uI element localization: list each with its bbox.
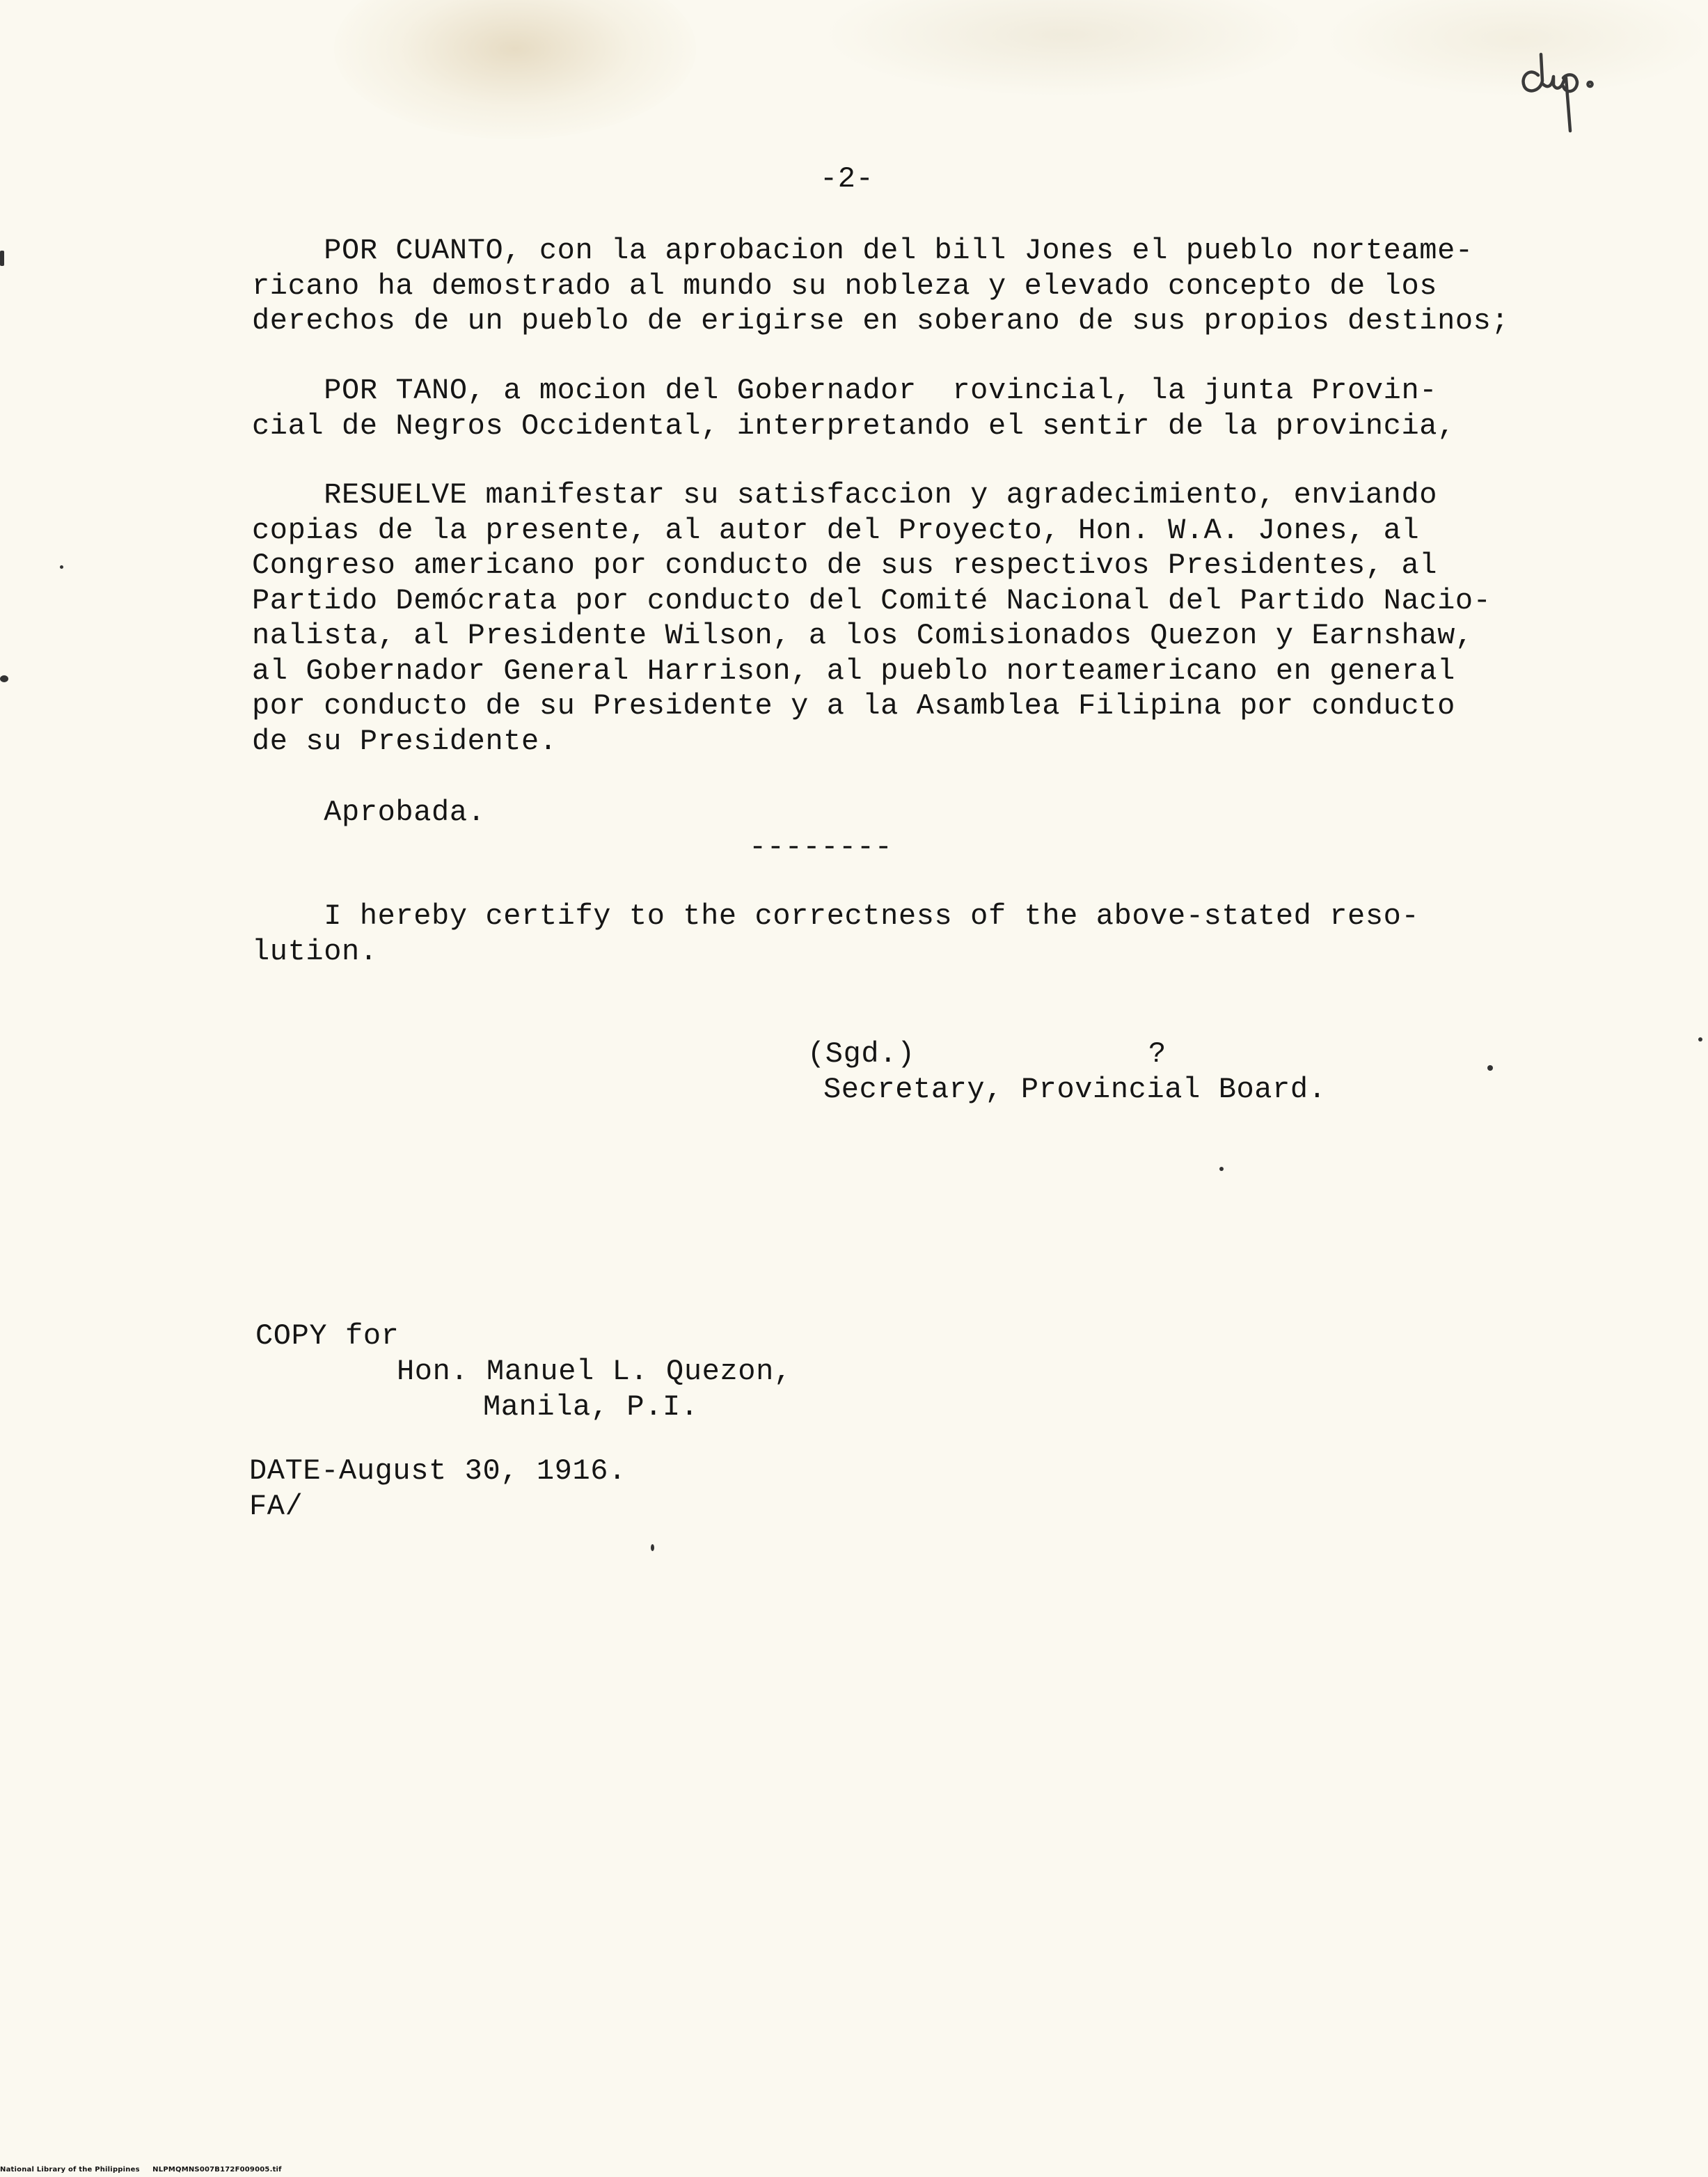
signature-unknown: ? xyxy=(1148,1037,1167,1071)
scan-speck xyxy=(651,1544,654,1551)
text-line: lution. xyxy=(252,934,378,968)
aprobada-line xyxy=(252,795,1505,831)
text-line: nalista, al Presidente Wilson, a los Comisionados Quezon y Earnshaw, xyxy=(252,619,1473,652)
signatory-title: Secretary, Provincial Board. xyxy=(823,1073,1327,1106)
copy-recipient-place: Manila, P.I. xyxy=(483,1390,699,1424)
paragraph-por-cuanto xyxy=(252,233,1510,339)
text-line: POR CUANTO, con la aprobacion del bill Jones el pueblo norteame- xyxy=(252,234,1473,267)
text-line: al Gobernador General Harrison, al pueblo norteamericano en general xyxy=(252,654,1455,688)
date-line: DATE-August 30, 1916. xyxy=(249,1454,626,1488)
scan-speck xyxy=(0,675,8,682)
scan-speck xyxy=(60,565,63,569)
text-line: por conducto de su Presidente y a la Asamblea Filipina por conducto xyxy=(252,689,1455,723)
paragraph-certification xyxy=(252,899,1505,969)
text-line: de su Presidente. xyxy=(252,724,558,758)
text-line: I hereby certify to the correctness of the above-stated reso- xyxy=(252,899,1420,933)
scan-speck xyxy=(1487,1065,1493,1071)
scan-speck xyxy=(1698,1037,1702,1042)
text-line: RESUELVE manifestar su satisfaccion y agradecimiento, enviando xyxy=(252,478,1438,512)
file-identifier: NLPMQMNS007B172F009005.tif xyxy=(152,2166,282,2174)
paragraph-resuelve xyxy=(252,478,1505,759)
paper-stain xyxy=(821,0,1308,97)
library-credit: National Library of the Philippines xyxy=(0,2166,140,2174)
paragraph-por-tano xyxy=(252,373,1505,443)
copy-recipient-name: Hon. Manuel L. Quezon, xyxy=(397,1355,792,1388)
handwritten-annotation xyxy=(1517,26,1622,138)
paper-stain xyxy=(1322,0,1708,97)
page-number: -2- xyxy=(820,162,874,196)
text-line: Aprobada. xyxy=(252,796,486,829)
scan-speck xyxy=(0,251,4,266)
text-line: cial de Negros Occidental, interpretando el sentir de la provincia, xyxy=(252,409,1455,443)
text-line: copias de la presente, al autor del Proyecto, Hon. W.A. Jones, al xyxy=(252,513,1420,547)
scan-footer xyxy=(0,2166,282,2174)
separator-line: -------- xyxy=(749,831,893,864)
text-line: derechos de un pueblo de erigirse en soberano de sus propios destinos; xyxy=(252,304,1510,338)
copy-for-label: COPY for xyxy=(255,1319,400,1353)
signed-mark: (Sgd.) xyxy=(807,1037,915,1071)
text-line: Partido Demócrata por conducto del Comité Nacional del Partido Nacio- xyxy=(252,583,1492,618)
initials: FA/ xyxy=(249,1490,303,1523)
scan-speck xyxy=(1219,1167,1224,1171)
text-line: Congreso americano por conducto de sus respectivos Presidentes, al xyxy=(252,549,1438,582)
text-line: POR TANO, a mocion del Gobernador rovincial, la junta Provin- xyxy=(252,374,1438,407)
paper-stain xyxy=(334,0,696,139)
text-line: ricano ha demostrado al mundo su nobleza y elevado concepto de los xyxy=(252,269,1438,303)
